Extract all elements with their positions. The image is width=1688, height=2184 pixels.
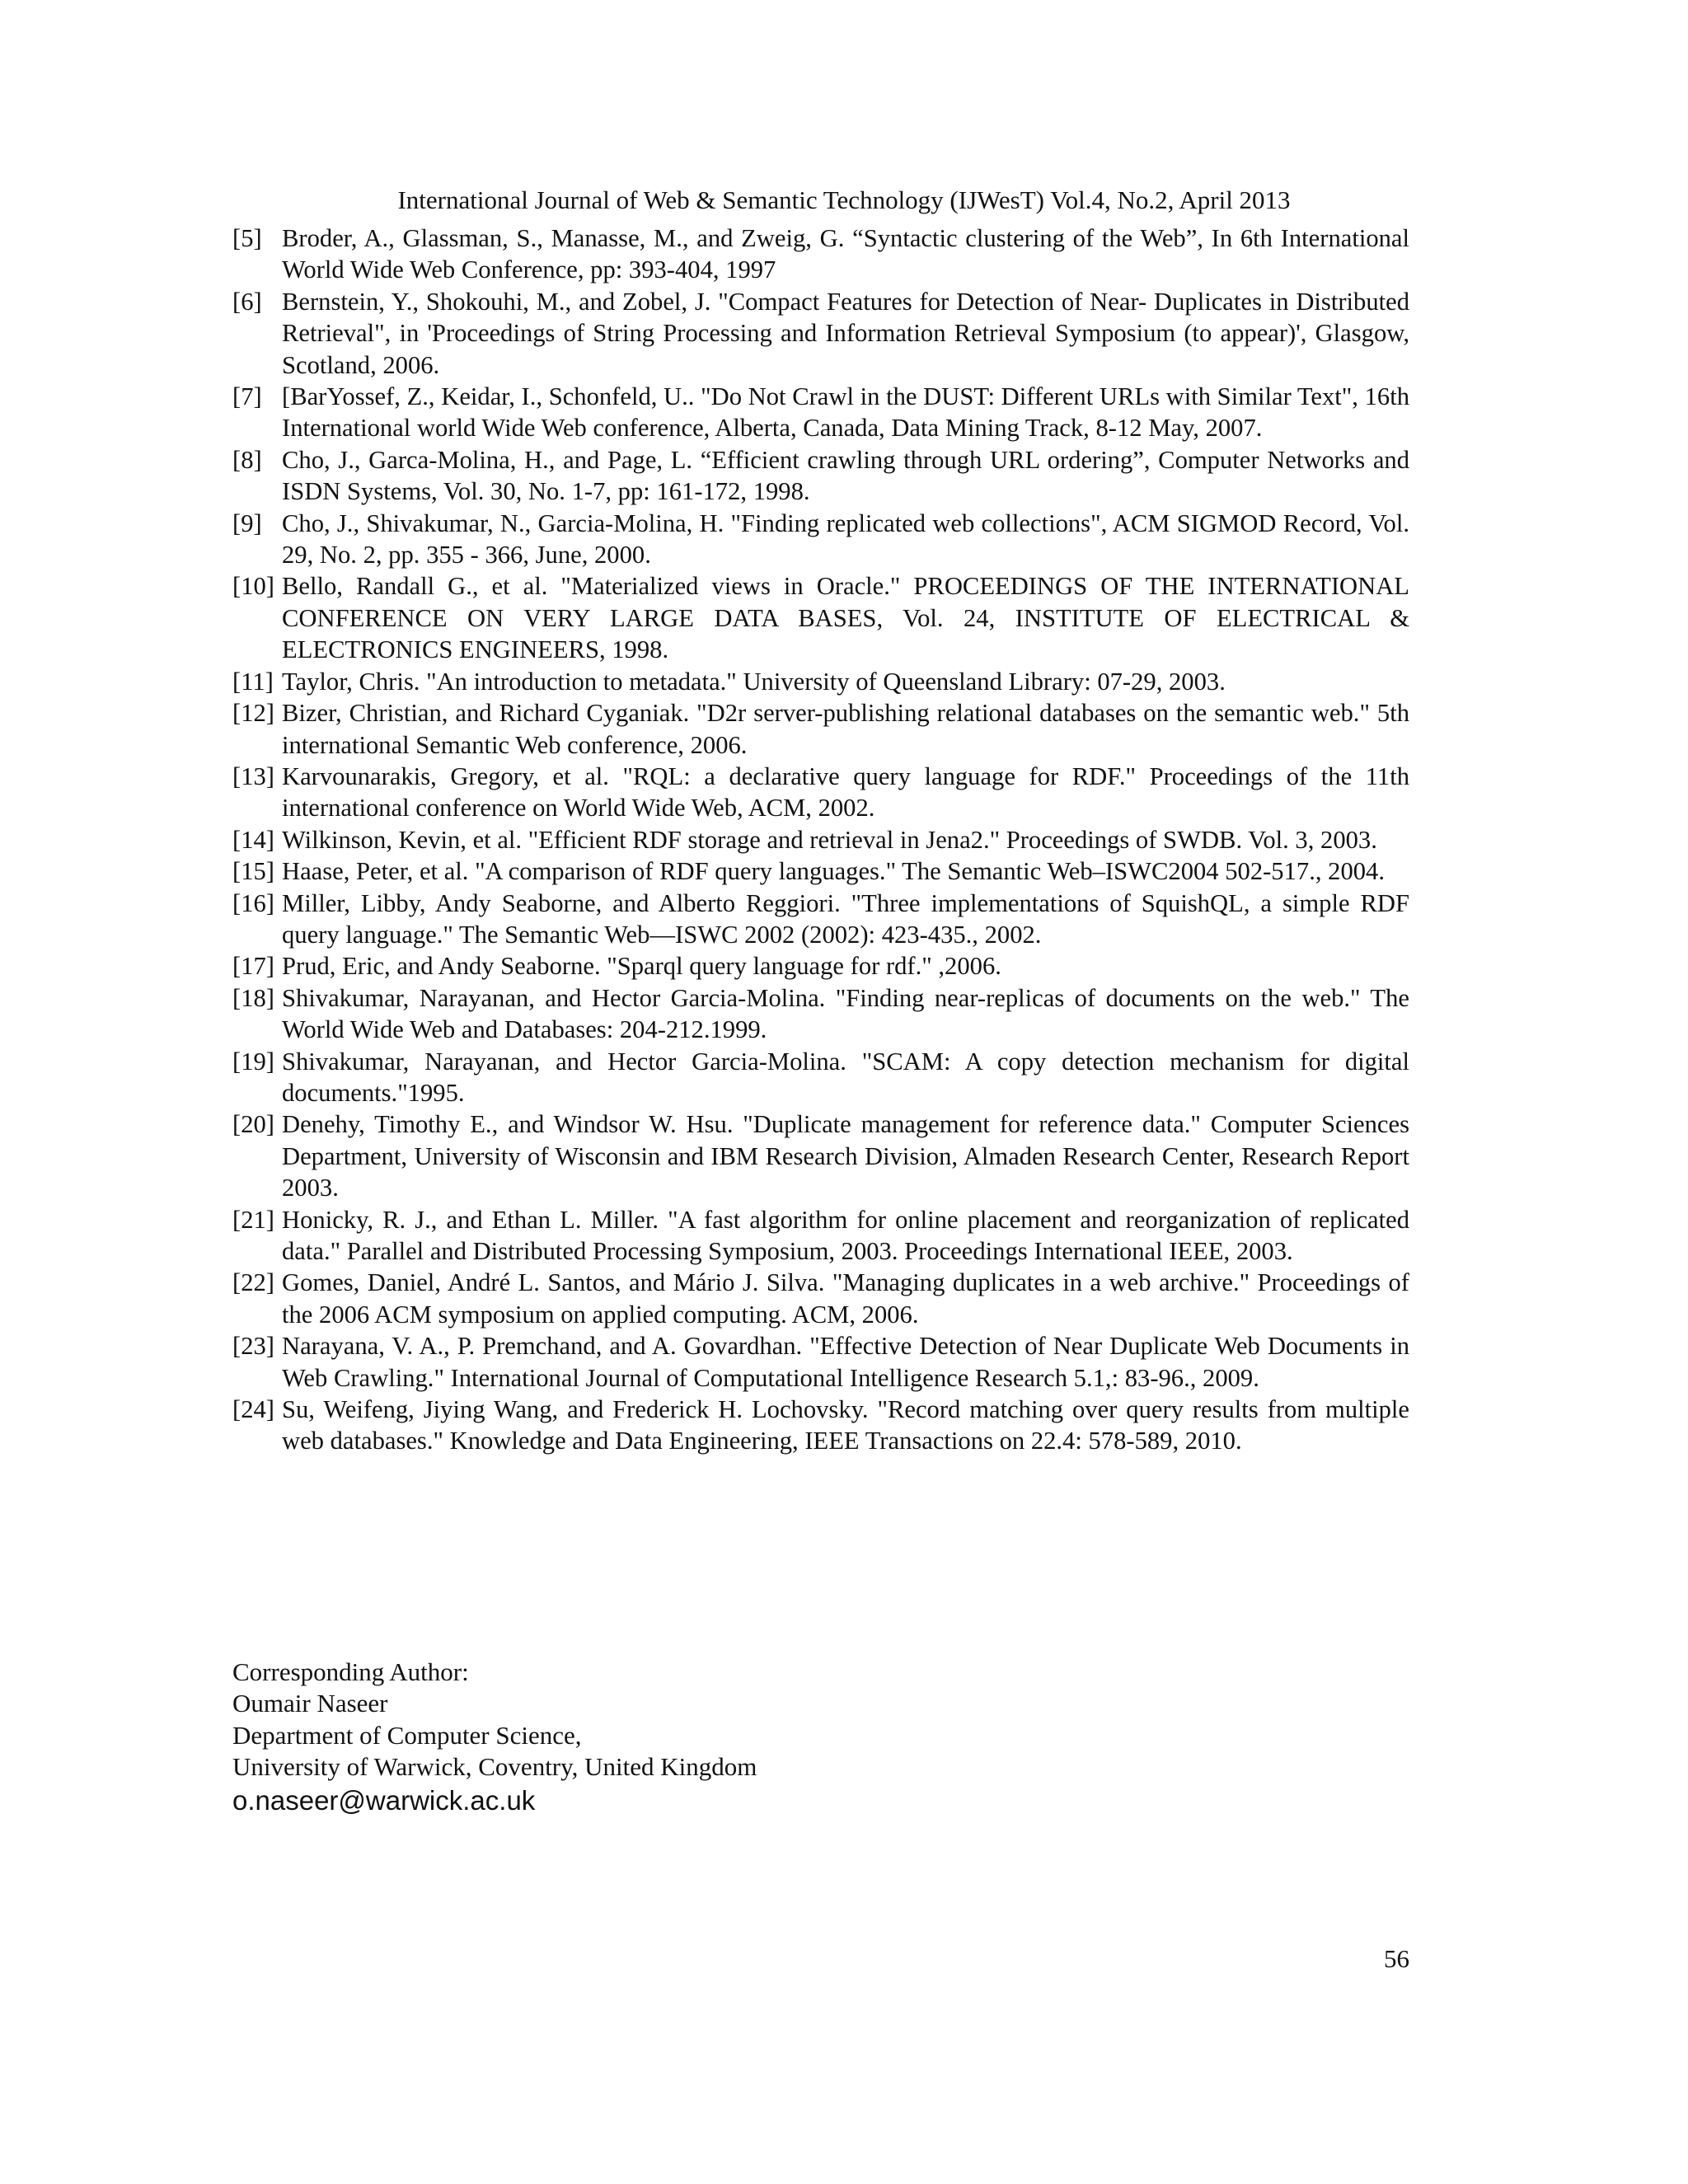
reference-number: [5] bbox=[232, 224, 262, 252]
reference-text: Gomes, Daniel, André L. Santos, and Mário J. Silva. "Managing duplicates in a web archive." Proceedings of the 2006 ACM symposium on applied computing. ACM, 2006. bbox=[282, 1268, 1409, 1329]
reference-item bbox=[232, 666, 1409, 697]
reference-number: [23] bbox=[232, 1332, 274, 1361]
reference-text: Broder, A., Glassman, S., Manasse, M., and Zweig, G. “Syntactic clustering of the Web”, In 6th International World Wide Web Conference, pp: 393-404, 1997 bbox=[282, 224, 1409, 284]
reference-item bbox=[232, 888, 1409, 951]
reference-number: [14] bbox=[232, 825, 274, 854]
reference-text: Karvounarakis, Gregory, et al. "RQL: a declarative query language for RDF." Proceedings of the 11th international conference on World Wide Web, ACM, 2002. bbox=[282, 762, 1409, 823]
reference-number: [12] bbox=[232, 699, 274, 728]
reference-text: Shivakumar, Narayanan, and Hector Garcia-Molina. "Finding near-replicas of documents on the web." The World Wide Web and Databases: 204-212.1999. bbox=[282, 983, 1409, 1044]
reference-text: Bernstein, Y., Shokouhi, M., and Zobel, J. "Compact Features for Detection of Near- Duplicates in Distributed Retrieval", in 'Proceedings of String Processing and Information Retrieval Symposium (to appear)', Glasgow, Scotland, 2006. bbox=[282, 287, 1409, 379]
reference-item bbox=[232, 286, 1409, 381]
corresponding-author-label: Corresponding Author: bbox=[232, 1657, 469, 1686]
reference-text: Bello, Randall G., et al. "Materialized views in Oracle." PROCEEDINGS OF THE INTERNATIONAL CONFERENCE ON VERY LARGE DATA BASES, Vol. 24, INSTITUTE OF ELECTRICAL & ELECTRONICS ENGINEERS, 1998. bbox=[282, 572, 1409, 664]
reference-number: [22] bbox=[232, 1268, 274, 1297]
reference-text: Shivakumar, Narayanan, and Hector Garcia-Molina. "SCAM: A copy detection mechanism for digital documents."1995. bbox=[282, 1047, 1409, 1107]
reference-text: Prud, Eric, and Andy Seaborne. "Sparql query language for rdf." ,2006. bbox=[282, 952, 1001, 981]
reference-item bbox=[232, 444, 1409, 508]
reference-list bbox=[232, 223, 1409, 1457]
author-department: Department of Computer Science, bbox=[232, 1720, 582, 1750]
reference-item bbox=[232, 761, 1409, 824]
reference-number: [20] bbox=[232, 1110, 274, 1139]
reference-item bbox=[232, 824, 1409, 855]
reference-number: [11] bbox=[232, 667, 274, 696]
reference-number: [13] bbox=[232, 762, 274, 790]
reference-number: [6] bbox=[232, 287, 262, 316]
reference-number: [9] bbox=[232, 509, 262, 537]
reference-item bbox=[232, 1330, 1409, 1394]
reference-text: Wilkinson, Kevin, et al. "Efficient RDF storage and retrieval in Jena2." Proceedings of SWDB. Vol. 3, 2003. bbox=[282, 825, 1377, 854]
reference-item bbox=[232, 1394, 1409, 1457]
reference-number: [8] bbox=[232, 445, 262, 474]
author-email: o.naseer@warwick.ac.uk bbox=[232, 1784, 536, 1816]
reference-item bbox=[232, 381, 1409, 444]
reference-text: Honicky, R. J., and Ethan L. Miller. "A fast algorithm for online placement and reorganization of replicated data." Parallel and Distributed Processing Symposium, 2003. Proceedings International IEEE, 2003. bbox=[282, 1205, 1409, 1265]
reference-text: Miller, Libby, Andy Seaborne, and Alberto Reggiori. "Three implementations of SquishQL, a simple RDF query language." The Semantic Web—ISWC 2002 (2002): 423-435., 2002. bbox=[282, 888, 1409, 949]
reference-text: Cho, J., Garca-Molina, H., and Page, L. “Efficient crawling through URL ordering”, Computer Networks and ISDN Systems, Vol. 30, No. 1-7, pp: 161-172, 1998. bbox=[282, 445, 1409, 506]
reference-text: [BarYossef, Z., Keidar, I., Schonfeld, U.. "Do Not Crawl in the DUST: Different URLs with Similar Text", 16th International world Wide Web conference, Alberta, Canada, Data Mining Track, 8-12 May, 2007. bbox=[282, 382, 1409, 443]
corresponding-author-block bbox=[232, 1657, 1221, 1818]
reference-number: [24] bbox=[232, 1395, 274, 1424]
reference-item bbox=[232, 1204, 1409, 1268]
reference-item bbox=[232, 982, 1409, 1046]
reference-text: Narayana, V. A., P. Premchand, and A. Govardhan. "Effective Detection of Near Duplicate Web Documents in Web Crawling." International Journal of Computational Intelligence Research 5.1,: 83-96., 2009. bbox=[282, 1332, 1409, 1392]
reference-number: [15] bbox=[232, 857, 274, 886]
reference-item bbox=[232, 223, 1409, 286]
reference-number: [16] bbox=[232, 888, 274, 917]
reference-number: [21] bbox=[232, 1205, 274, 1234]
reference-item bbox=[232, 508, 1409, 571]
reference-item bbox=[232, 1046, 1409, 1109]
reference-item bbox=[232, 697, 1409, 761]
reference-item bbox=[232, 855, 1409, 887]
running-header: International Journal of Web & Semantic Technology (IJWesT) Vol.4, No.2, April 2013 bbox=[397, 185, 1291, 214]
reference-item bbox=[232, 1108, 1409, 1203]
reference-item bbox=[232, 950, 1409, 982]
reference-item bbox=[232, 1267, 1409, 1330]
reference-text: Haase, Peter, et al. "A comparison of RDF query languages." The Semantic Web–ISWC2004 502-517., 2004. bbox=[282, 857, 1385, 886]
reference-text: Denehy, Timothy E., and Windsor W. Hsu. "Duplicate management for reference data." Computer Sciences Department, University of Wisconsin and IBM Research Division, Almaden Research Center, Research Report 2003. bbox=[282, 1110, 1409, 1202]
reference-number: [18] bbox=[232, 983, 274, 1012]
reference-text: Cho, J., Shivakumar, N., Garcia-Molina, H. "Finding replicated web collections", ACM SIGMOD Record, Vol. 29, No. 2, pp. 355 - 366, June, 2000. bbox=[282, 509, 1409, 569]
reference-item bbox=[232, 570, 1409, 665]
page-number: 56 bbox=[1384, 1944, 1409, 1973]
reference-text: Taylor, Chris. "An introduction to metadata." University of Queensland Library: 07-29, 2003. bbox=[282, 667, 1226, 696]
author-institution: University of Warwick, Coventry, United Kingdom bbox=[232, 1752, 757, 1782]
author-name: Oumair Naseer bbox=[232, 1689, 388, 1718]
reference-text: Su, Weifeng, Jiying Wang, and Frederick H. Lochovsky. "Record matching over query results from multiple web databases." Knowledge and Data Engineering, IEEE Transactions on 22.4: 578-589, 2010. bbox=[282, 1395, 1409, 1455]
reference-number: [19] bbox=[232, 1047, 274, 1076]
reference-number: [17] bbox=[232, 952, 274, 981]
reference-number: [7] bbox=[232, 382, 262, 411]
reference-text: Bizer, Christian, and Richard Cyganiak. "D2r server-publishing relational databases on the semantic web." 5th international Semantic Web conference, 2006. bbox=[282, 699, 1409, 759]
reference-number: [10] bbox=[232, 572, 274, 601]
